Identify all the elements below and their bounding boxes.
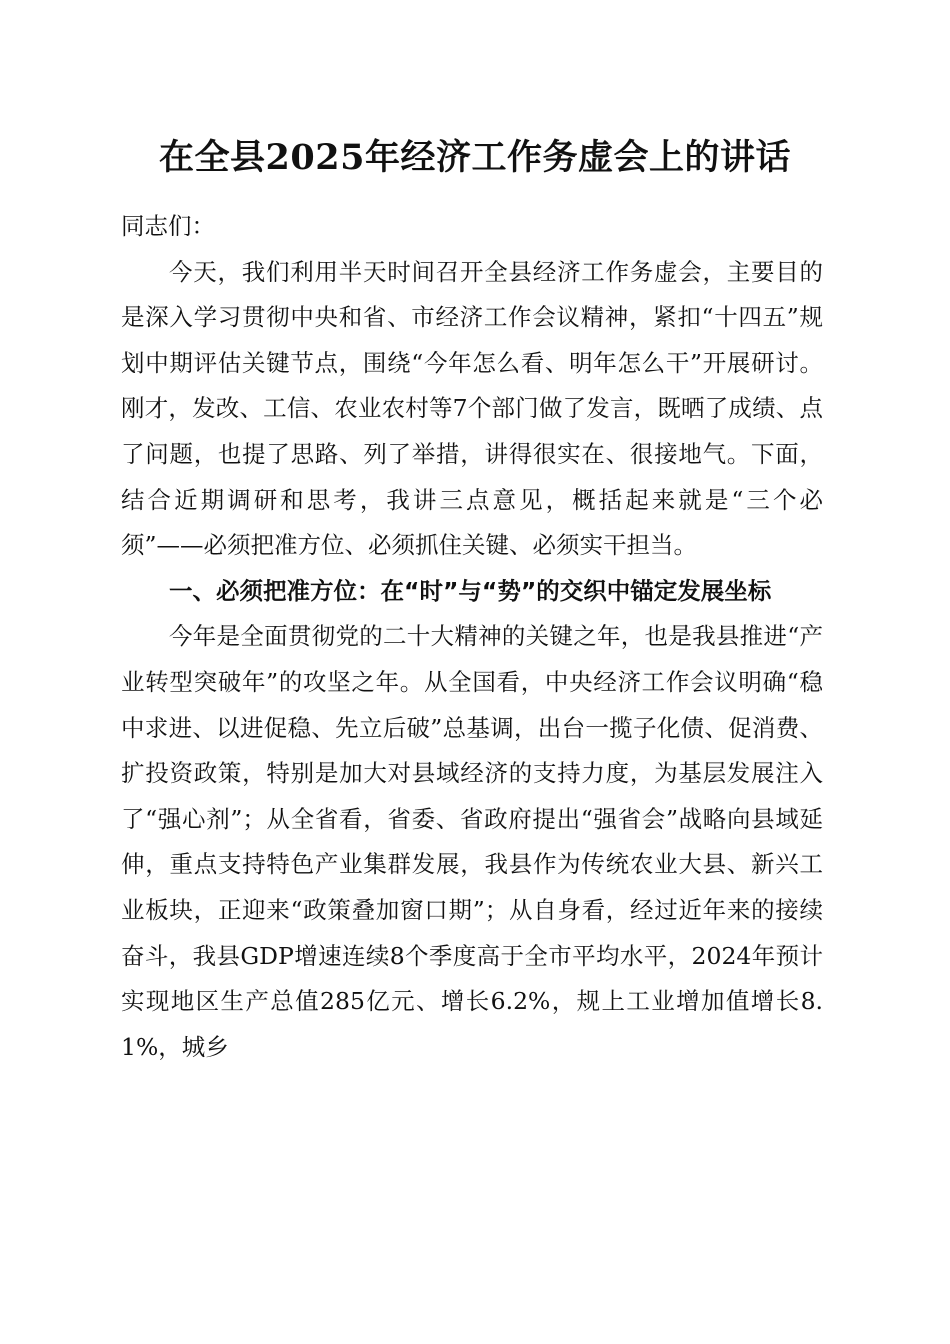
document-body bbox=[121, 204, 823, 1070]
document-title: 在全县2025年经济工作务虚会上的讲话 bbox=[159, 137, 791, 178]
page-bottom-margin bbox=[0, 1188, 950, 1344]
section-1-paragraph: 今年是全面贯彻党的二十大精神的关键之年，也是我县推进“产业转型突破年”的攻坚之年。从全国看，中央经济工作会议明确“稳中求进、以进促稳、先立后破”总基调，出台一揽子化债、促消费、扩投资政策，特别是加大对县域经济的支持力度，为基层发展注入了“强心剂”；从全省看，省委、省政府提出“强省会”战略向县域延伸，重点支持特色产业集群发展，我县作为传统农业大县、新兴工业板块，正迎来“政策叠加窗口期”；从自身看，经过近年来的接续奋斗，我县GDP增速连续8个季度高于全市平均水平，2024年预计实现地区生产总值285亿元、增长6.2%，规上工业增加值增长8.1%，城乡 bbox=[121, 622, 823, 1061]
intro-paragraph: 今天，我们利用半天时间召开全县经济工作务虚会，主要目的是深入学习贯彻中央和省、市经济工作会议精神，紧扣“十四五”规划中期评估关键节点，围绕“今年怎么看、明年怎么干”开展研讨。刚才，发改、工信、农业农村等7个部门做了发言，既晒了成绩、点了问题，也提了思路、列了举措，讲得很实在、很接地气。下面，结合近期调研和思考，我讲三点意见，概括起来就是“三个必须”——必须把准方位、必须抓住关键、必须实干担当。 bbox=[121, 257, 823, 560]
salutation: 同志们： bbox=[121, 212, 215, 240]
section-heading-1: 一、必须把准方位：在“时”与“势”的交织中锚定发展坐标 bbox=[169, 576, 772, 605]
